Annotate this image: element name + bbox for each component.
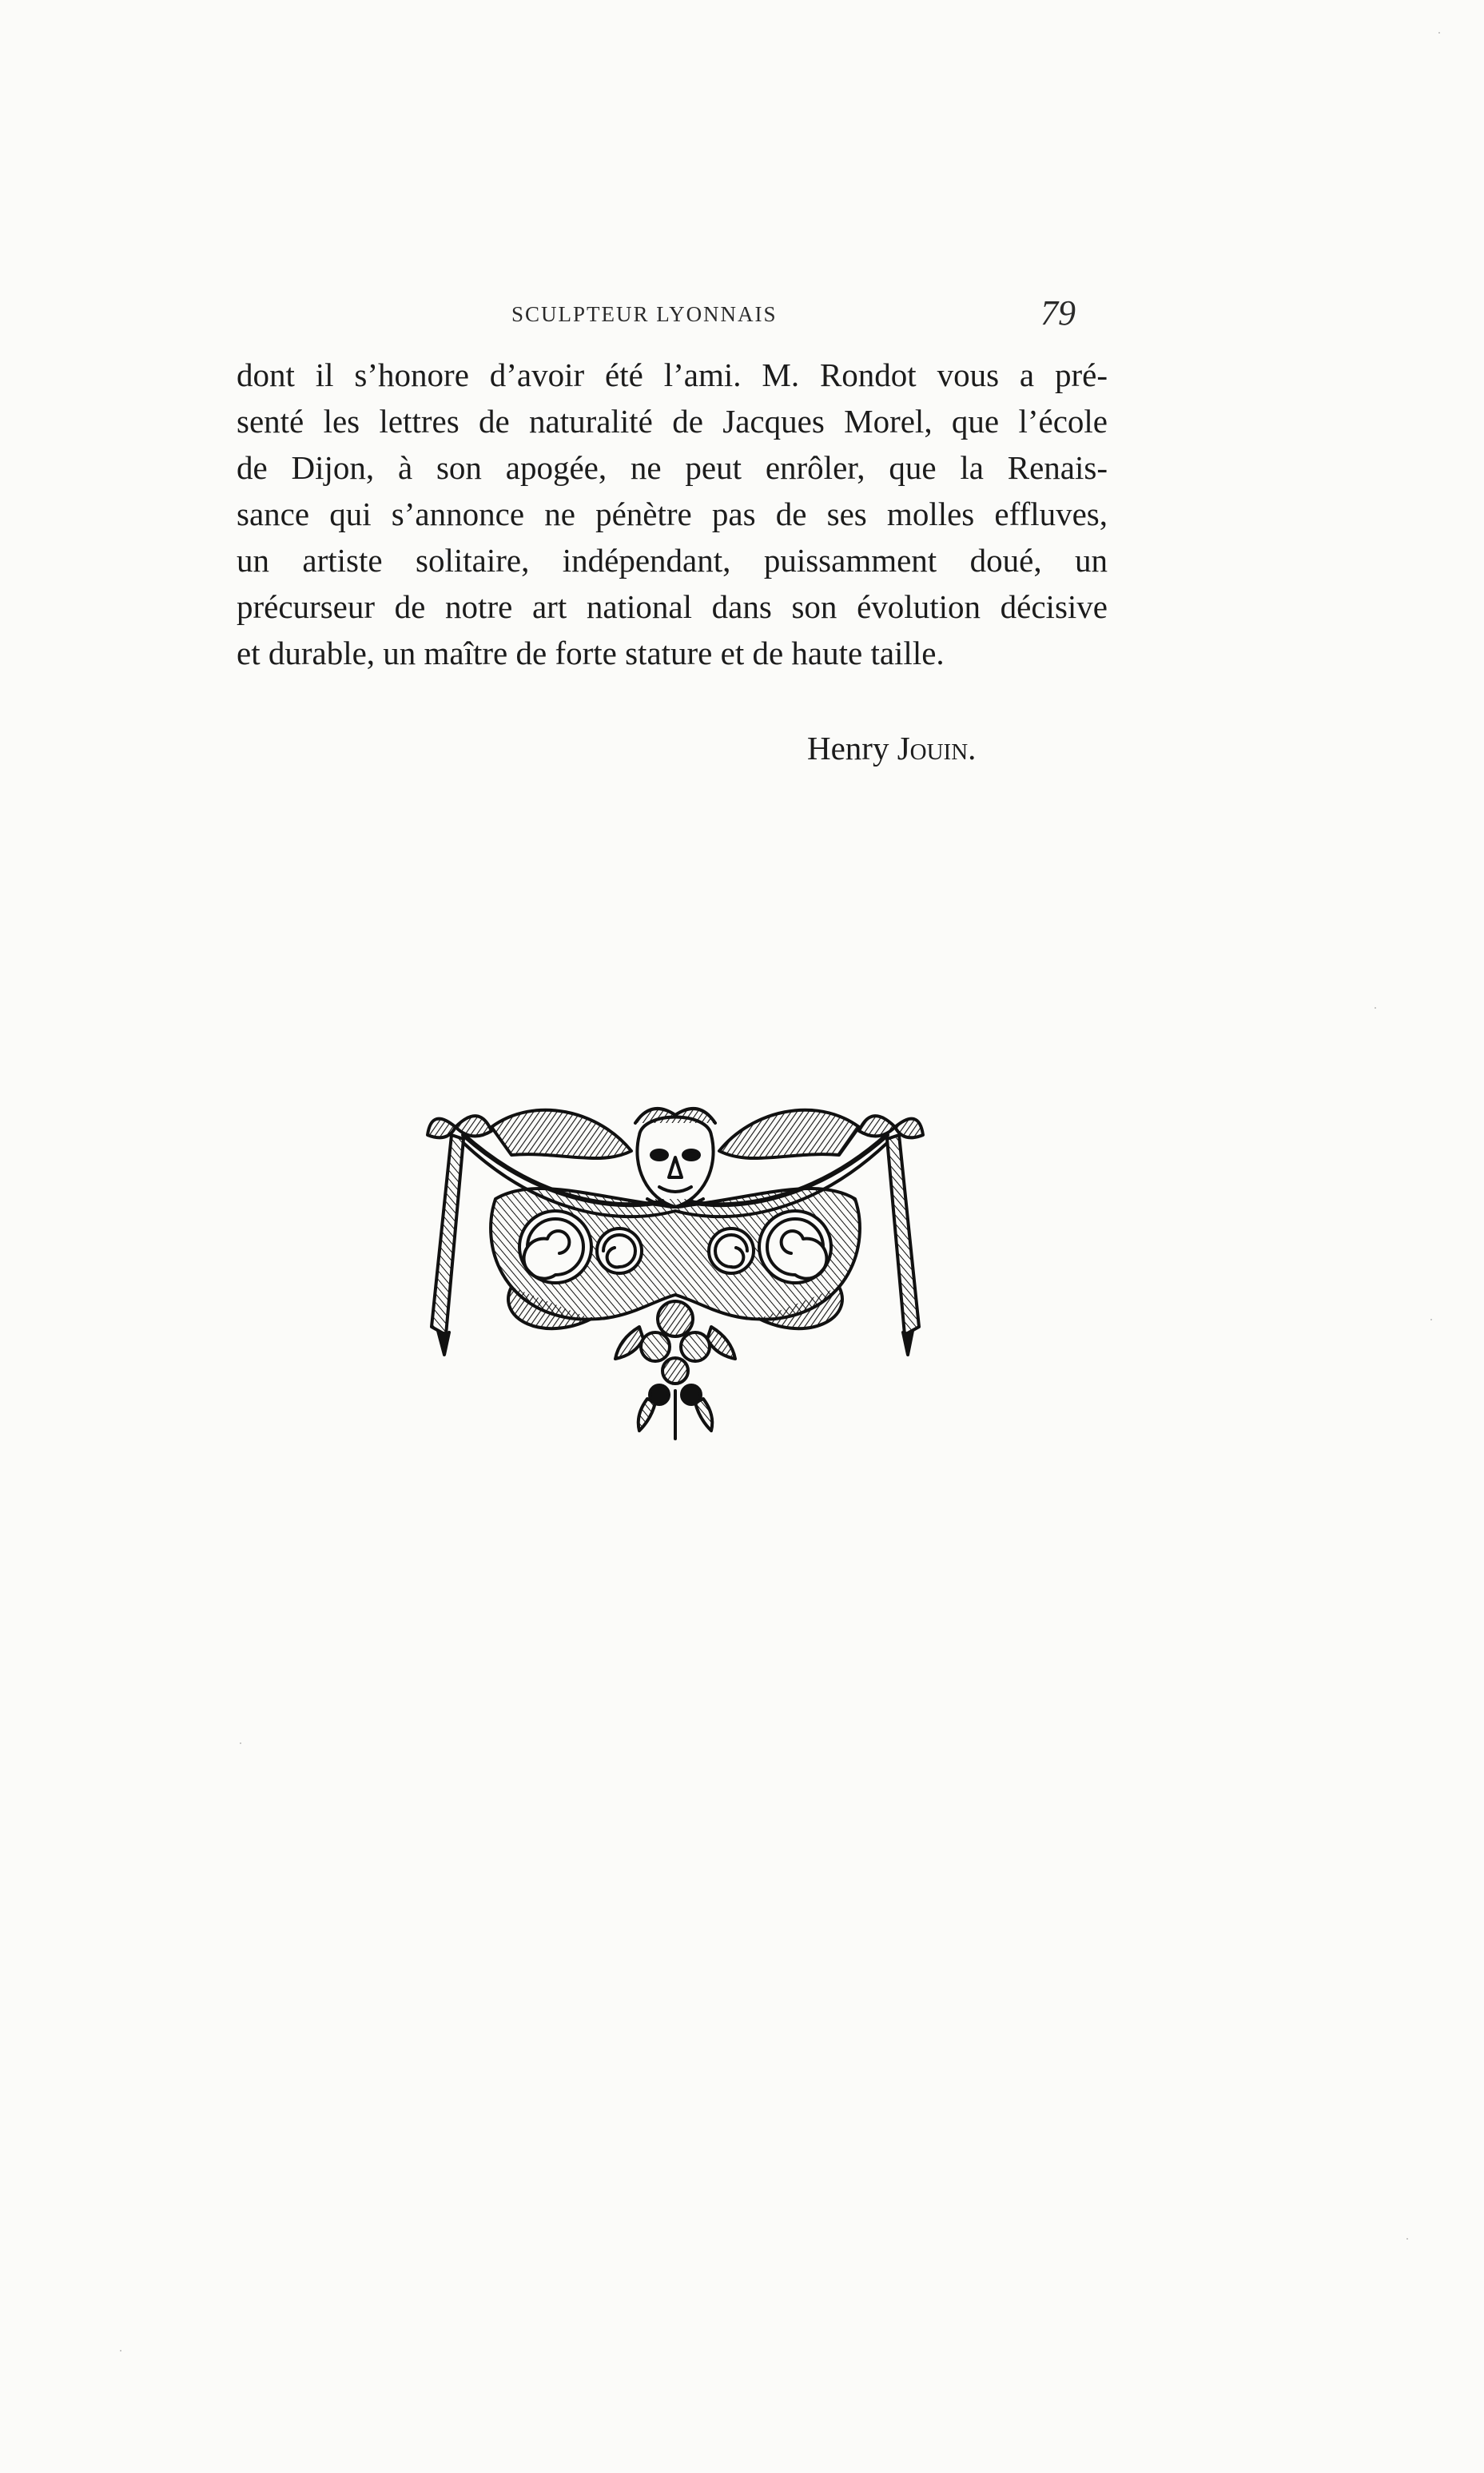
author-signature <box>807 729 976 767</box>
page-number: 79 <box>1040 293 1076 333</box>
running-head: SCULPTEUR LYONNAIS <box>511 302 778 326</box>
text-line: dont il s’honore d’avoir été l’ami. M. Rondot vous a pré- <box>237 356 1108 393</box>
body-paragraph <box>237 352 1108 676</box>
text-line: précurseur de notre art national dans son évolution décisive <box>237 588 1108 625</box>
text-line: et durable, un maître de forte stature et de haute taille. <box>237 635 945 671</box>
paper-speck <box>1375 1007 1376 1009</box>
signature-period: . <box>968 730 977 767</box>
paper-speck <box>1438 32 1440 34</box>
text-line: de Dijon, à son apogée, ne peut enrôler, que la Renais- <box>237 449 1108 486</box>
paper-speck <box>120 2350 121 2352</box>
text-line: un artiste solitaire, indépendant, puissamment doué, un <box>237 542 1108 579</box>
cul-de-lampe-grotesque-mask-ornament-icon <box>416 1079 935 1463</box>
paper-speck <box>1430 1319 1432 1320</box>
paper-speck <box>1406 2238 1408 2240</box>
text-line: sance qui s’annonce ne pénètre pas de ses molles effluves, <box>237 496 1108 532</box>
text-line: senté les lettres de naturalité de Jacques Morel, que l’école <box>237 403 1108 440</box>
author-first-name: Henry <box>807 730 889 767</box>
author-last-name: Jouin <box>897 730 969 767</box>
paper-speck <box>240 1742 241 1744</box>
